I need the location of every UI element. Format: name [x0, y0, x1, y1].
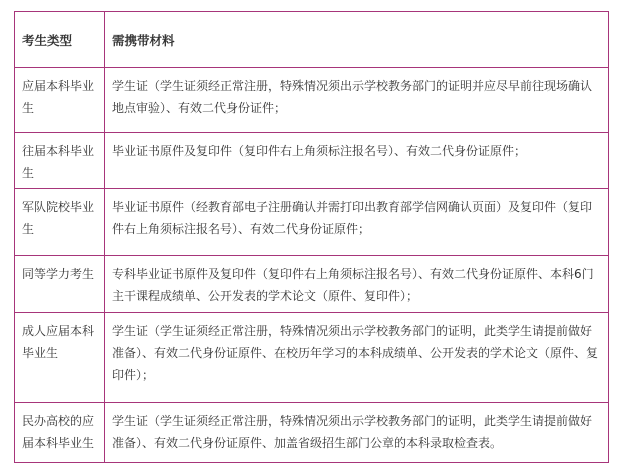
table-row: [15, 68, 609, 133]
candidate-type-cell: 同等学力考生: [15, 256, 105, 313]
materials-cell: 毕业证书原件（经教育部电子注册确认并需打印出教育部学信网确认页面）及复印件（复印件右上角须标注报名号）、有效二代身份证原件；: [105, 189, 609, 256]
candidate-type-cell: 军队院校毕业生: [15, 189, 105, 256]
table-row: [15, 403, 609, 463]
table-header-row: [15, 12, 609, 68]
candidate-type-cell: 应届本科毕业生: [15, 68, 105, 133]
materials-cell: 学生证（学生证须经正常注册，特殊情况须出示学校教务部门的证明，此类学生请提前做好准备）、有效二代身份证原件、在校历年学习的本科成绩单、公开发表的学术论文（原件、复印件）；: [105, 313, 609, 403]
candidate-type-cell: 民办高校的应届本科毕业生: [15, 403, 105, 463]
table-row: [15, 189, 609, 256]
materials-cell: 专科毕业证书原件及复印件（复印件右上角须标注报名号）、有效二代身份证原件、本科6门主干课程成绩单、公开发表的学术论文（原件、复印件）；: [105, 256, 609, 313]
table-row: [15, 256, 609, 313]
materials-cell: 毕业证书原件及复印件（复印件右上角须标注报名号）、有效二代身份证原件；: [105, 133, 609, 189]
materials-table: [14, 11, 609, 463]
header-required-materials: 需携带材料: [105, 12, 609, 68]
table-row: [15, 133, 609, 189]
candidate-type-cell: 往届本科毕业生: [15, 133, 105, 189]
table-row: [15, 313, 609, 403]
materials-cell: 学生证（学生证须经正常注册，特殊情况须出示学校教务部门的证明，此类学生请提前做好准备）、有效二代身份证原件、加盖省级招生部门公章的本科录取检查表。: [105, 403, 609, 463]
candidate-type-cell: 成人应届本科毕业生: [15, 313, 105, 403]
header-candidate-type: 考生类型: [15, 12, 105, 68]
materials-cell: 学生证（学生证须经正常注册，特殊情况须出示学校教务部门的证明并应尽早前往现场确认地点审验）、有效二代身份证件；: [105, 68, 609, 133]
